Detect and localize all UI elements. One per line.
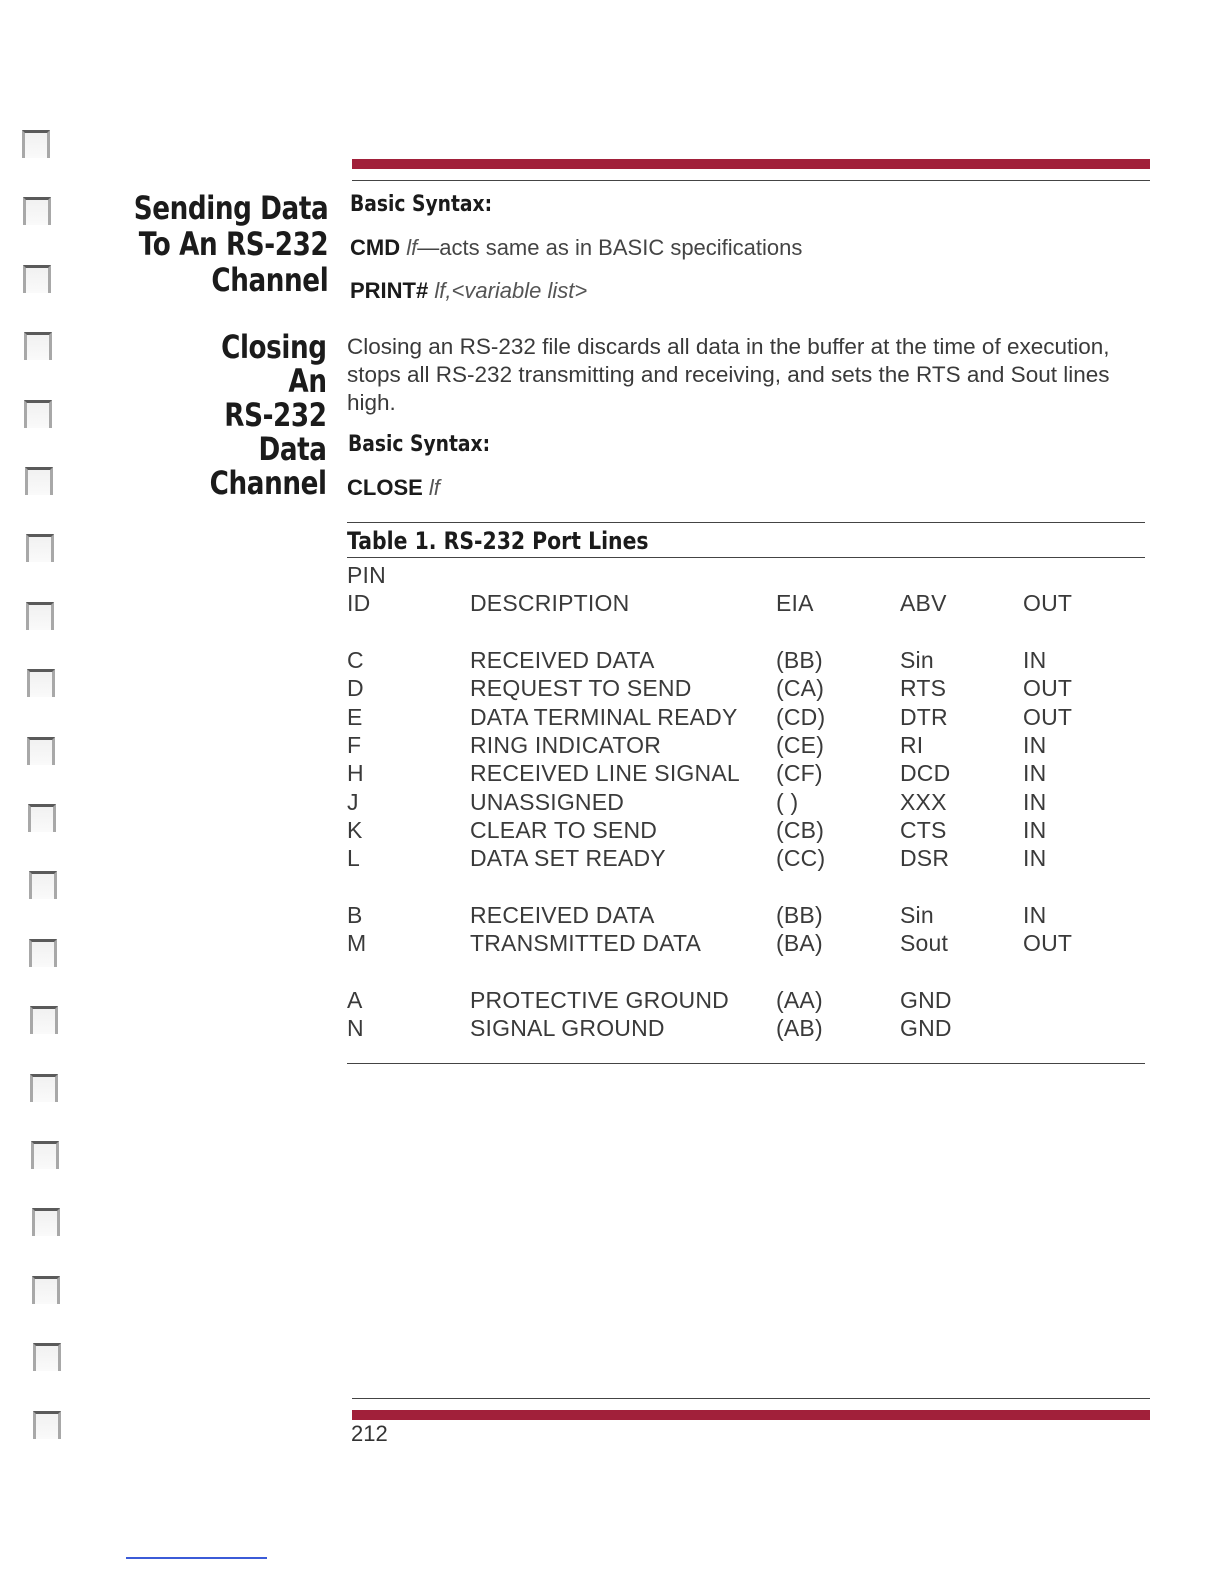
cell-abv: CTS	[900, 816, 947, 843]
cell-description: UNASSIGNED	[470, 788, 625, 815]
cell-pin: L	[347, 845, 360, 872]
binding-hole-mark	[28, 804, 56, 832]
cell-eia: (AA)	[776, 987, 823, 1013]
cell-abv: Sout	[900, 930, 949, 957]
cell-eia: (CC)	[776, 845, 826, 872]
heading-line: Channel	[210, 464, 327, 502]
binding-hole-mark	[30, 1074, 58, 1102]
binding-hole-mark	[23, 197, 51, 225]
cell-description: RECEIVED DATA	[470, 902, 655, 928]
binding-hole-mark	[32, 1208, 60, 1236]
cell-abv: RTS	[900, 675, 947, 702]
cell-abv: DSR	[900, 845, 950, 872]
cell-pin: K	[347, 816, 363, 843]
bottom-thin-rule	[352, 1398, 1150, 1399]
cell-description: SIGNAL GROUND	[470, 1015, 665, 1042]
cell-pin: H	[347, 760, 364, 787]
binding-hole-mark	[27, 669, 55, 697]
cell-eia: (CB)	[776, 816, 825, 843]
binding-hole-mark	[32, 1276, 60, 1304]
binding-hole-mark	[33, 1411, 61, 1439]
binding-hole-mark	[24, 332, 52, 360]
cell-out: OUT	[1023, 703, 1073, 730]
cell-abv: Sin	[900, 902, 934, 928]
cell-out: IN	[1023, 760, 1047, 787]
cell-pin: E	[347, 703, 363, 730]
binding-hole-mark	[29, 939, 57, 967]
cmd-syntax-line	[350, 235, 802, 261]
heading-line: An	[288, 362, 327, 400]
print-syntax-line	[350, 278, 587, 304]
table-top-rule	[347, 522, 1145, 523]
cell-pin: A	[347, 987, 363, 1013]
cell-pin: D	[347, 675, 364, 702]
cell-description: CLEAR TO SEND	[470, 816, 658, 843]
heading-line: RS-232	[224, 396, 327, 434]
cmd-argument: lf	[406, 235, 418, 260]
cell-out: IN	[1023, 816, 1047, 843]
table-title: Table 1. RS-232 Port Lines	[347, 527, 649, 555]
binding-hole-mark	[30, 1006, 58, 1034]
cell-eia: ( )	[776, 788, 799, 815]
cell-abv: DTR	[900, 703, 948, 730]
binding-hole-mark	[26, 534, 54, 562]
bottom-accent-rule	[352, 1410, 1150, 1420]
table-bottom-rule	[347, 1063, 1145, 1064]
cell-out: IN	[1023, 731, 1047, 758]
cell-description: DATA SET READY	[470, 845, 666, 872]
cell-description: TRANSMITTED DATA	[470, 930, 702, 957]
top-accent-rule	[352, 159, 1150, 169]
cell-eia: (BA)	[776, 930, 823, 957]
cell-pin: C	[347, 647, 364, 673]
cell-eia: (CF)	[776, 760, 823, 787]
print-keyword: PRINT#	[350, 278, 429, 303]
cmd-description: —acts same as in BASIC specifications	[417, 235, 803, 260]
close-keyword: CLOSE	[347, 475, 423, 500]
cell-out: OUT	[1023, 930, 1073, 957]
binding-hole-mark	[27, 737, 55, 765]
cell-pin: J	[347, 788, 359, 815]
binding-hole-mark	[26, 602, 54, 630]
cell-eia: (BB)	[776, 902, 823, 928]
table-header-rule	[347, 557, 1145, 558]
cell-abv: XXX	[900, 788, 947, 815]
spiral-binding	[20, 130, 65, 1460]
cell-eia: (BB)	[776, 647, 823, 673]
print-argument: lf,<variable list>	[434, 278, 588, 303]
cell-description: RECEIVED LINE SIGNAL	[470, 760, 740, 787]
cell-pin: M	[347, 930, 367, 957]
header-out: OUT	[1023, 590, 1073, 616]
cell-abv: GND	[900, 1015, 952, 1042]
binding-hole-mark	[23, 265, 51, 293]
cell-abv: RI	[900, 731, 924, 758]
cell-pin: B	[347, 902, 363, 928]
cmd-keyword: CMD	[350, 235, 401, 260]
cell-description: REQUEST TO SEND	[470, 675, 692, 702]
cell-eia: (CA)	[776, 675, 825, 702]
page-number: 212	[351, 1421, 388, 1446]
cell-out: IN	[1023, 788, 1047, 815]
syntax-label: Basic Syntax:	[350, 192, 493, 217]
cell-abv: GND	[900, 987, 952, 1013]
cell-abv: Sin	[900, 647, 934, 673]
cell-eia: (CE)	[776, 731, 825, 758]
cell-out: IN	[1023, 647, 1047, 673]
binding-hole-mark	[29, 871, 57, 899]
cell-description: PROTECTIVE GROUND	[470, 987, 729, 1013]
cell-out: OUT	[1023, 675, 1073, 702]
binding-hole-mark	[33, 1343, 61, 1371]
cell-description: RECEIVED DATA	[470, 647, 655, 673]
bottom-underline	[126, 1557, 267, 1559]
heading-line: Data	[258, 430, 327, 468]
binding-hole-mark	[22, 130, 50, 158]
heading-sending-data	[133, 190, 328, 298]
header-id: ID	[347, 590, 371, 616]
cell-out: IN	[1023, 845, 1047, 872]
heading-line: Closing	[221, 328, 327, 366]
cell-description: DATA TERMINAL READY	[470, 703, 738, 730]
cell-eia: (CD)	[776, 703, 826, 730]
cell-pin: N	[347, 1015, 364, 1042]
header-eia: EIA	[776, 590, 814, 616]
cell-eia: (AB)	[776, 1015, 823, 1042]
cell-pin: F	[347, 731, 362, 758]
heading-line: To An RS-232	[138, 225, 328, 263]
heading-line: Channel	[211, 261, 328, 299]
cell-description: RING INDICATOR	[470, 731, 662, 758]
close-syntax-line	[347, 475, 440, 501]
heading-closing-channel	[210, 330, 327, 500]
syntax-label: Basic Syntax:	[348, 432, 491, 457]
header-description: DESCRIPTION	[470, 590, 630, 616]
close-argument: lf	[428, 475, 440, 500]
header-pin: PIN	[347, 562, 386, 588]
top-thin-rule	[352, 180, 1150, 181]
cell-abv: DCD	[900, 760, 951, 787]
closing-paragraph: Closing an RS-232 file discards all data in the buffer at the time of execution, stops all RS-232 transmitting and receiving, and sets the RTS and Sout lines high.	[347, 334, 1110, 415]
binding-hole-mark	[25, 467, 53, 495]
header-abv: ABV	[900, 590, 947, 616]
heading-line: Sending Data	[133, 189, 328, 227]
binding-hole-mark	[24, 400, 52, 428]
binding-hole-mark	[31, 1141, 59, 1169]
cell-out: IN	[1023, 902, 1047, 928]
